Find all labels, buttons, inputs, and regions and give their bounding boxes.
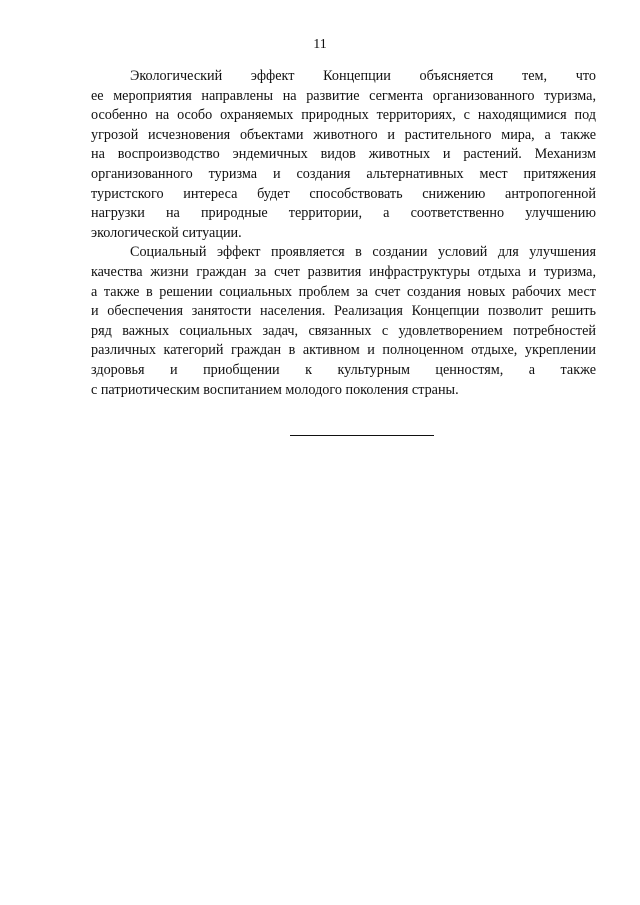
- page-number: 11: [313, 37, 327, 52]
- text-line: организованного туризма и создания альтернативных мест притяжения: [91, 165, 596, 182]
- text-line: туристского интереса будет способствовать снижению антропогенной: [91, 185, 596, 202]
- end-separator-line: [290, 435, 434, 436]
- text-line: с патриотическим воспитанием молодого поколения страны.: [91, 381, 459, 398]
- text-line: экологической ситуации.: [91, 224, 242, 241]
- text-line: особенно на особо охраняемых природных территориях, с находящимися под: [91, 107, 596, 124]
- text-line: угрозой исчезновения объектами животного и растительного мира, а также: [91, 126, 596, 143]
- paragraph-ecological-effect: [91, 67, 596, 243]
- text-line: и обеспечения занятости населения. Реализация Концепции позволит решить: [91, 303, 596, 320]
- text-line: а также в решении социальных проблем за счет создания новых рабочих мест: [91, 283, 596, 300]
- text-line: качества жизни граждан за счет развития инфраструктуры отдыха и туризма,: [91, 263, 596, 280]
- text-line: Экологический эффект Концепции объясняется тем, что: [130, 68, 596, 84]
- paragraph-social-effect: [91, 243, 596, 400]
- document-body: [91, 67, 596, 400]
- text-line: здоровья и приобщении к культурным ценностям, а также: [91, 361, 596, 378]
- text-line: ее мероприятия направлены на развитие сегмента организованного туризма,: [91, 87, 596, 104]
- text-line: ряд важных социальных задач, связанных с удовлетворением потребностей: [91, 322, 596, 339]
- text-line: различных категорий граждан в активном и полноценном отдыхе, укреплении: [91, 342, 596, 359]
- text-line: нагрузки на природные территории, а соответственно улучшению: [91, 205, 596, 222]
- text-line: Социальный эффект проявляется в создании условий для улучшения: [130, 244, 596, 261]
- text-line: на воспроизводство эндемичных видов животных и растений. Механизм: [91, 146, 596, 163]
